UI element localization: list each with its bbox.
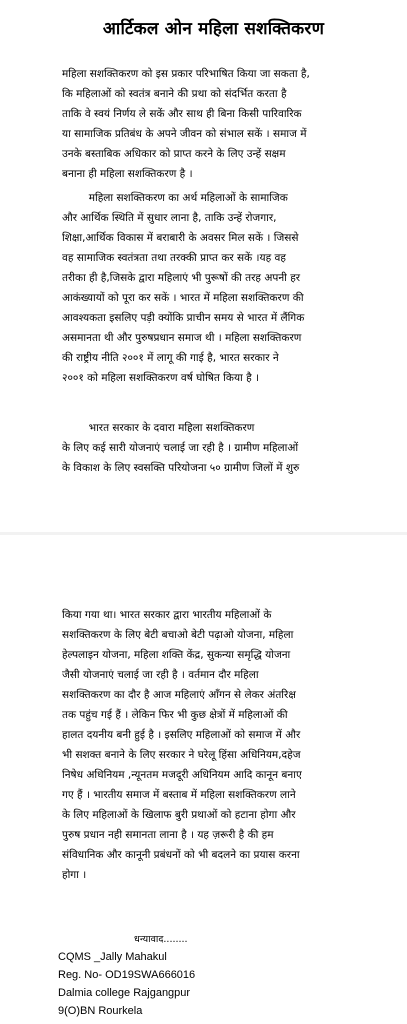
thanks-note: धन्यावाद........ xyxy=(134,934,188,945)
text-line: महिला सशक्तिकरण को इस प्रकार परिभाषित किया जा सकता है, xyxy=(62,68,310,80)
text-line: पुरुष प्रधान नही समानता लाना है । यह ज़रूरी है की हम xyxy=(62,829,274,841)
text-line: सशक्तिकरण का दौर है आज महिलाएं आँगन से लेकर अंतरिक्ष xyxy=(62,689,296,701)
author-name: CQMS _Jally Mahakul xyxy=(58,951,167,963)
paragraph-schemes xyxy=(62,418,362,478)
text-line: गए हैं । भारतीय समाज में बस्ताब में महिला सशक्तिकरण लाने xyxy=(62,789,296,801)
text-line: महिला सशक्तिकरण का अर्थ महिलाओं के सामाजिक xyxy=(62,192,288,204)
text-line: भारत सरकार के दवारा महिला सशक्तिकरण xyxy=(62,422,255,434)
text-line: और आर्थिक स्थिति में सुधार लाना है, ताकि उन्हें रोजगार, xyxy=(62,212,277,224)
text-line: के विकाश के लिए स्वसक्ति परियोजना ५० ग्रामीण जिलों में शुरु xyxy=(62,462,300,474)
text-line: ताकि वे स्वयं निर्णय ले सकें और साथ ही बिना किसी पारिवारिक xyxy=(62,108,302,120)
paragraph-continuation xyxy=(62,605,362,885)
text-line: की राष्ट्रीय नीति २००१ में लागू की गाई है, भारत सरकार ने xyxy=(62,352,279,364)
text-line: कि महिलाओं को स्वतंत्र बनाने की प्रथा को संदर्भित करता है xyxy=(62,88,287,100)
text-line: २००१ को महिला सशक्तिकरण वर्ष घोषित किया है । xyxy=(62,372,260,384)
college-name: Dalmia college Rajgangpur xyxy=(58,987,191,999)
text-line: हालत दयनीय बनी हुई है । इसलिए महिलाओं को समाज में और xyxy=(62,729,301,741)
text-line: वह सामाजिक स्वतंत्रता तथा तरक्की प्राप्त कर सकें ।यह वह xyxy=(62,252,286,264)
text-line: किया गया था। भारत सरकार द्वारा भारतीय महिलाओं के xyxy=(62,609,272,621)
registration-number: Reg. No- OD19SWA666016 xyxy=(58,969,196,981)
text-line: असमानता थी और पुरुषप्रधान समाज थी । महिला सशक्तिकरण xyxy=(62,332,302,344)
text-line: संविधानिक और कानूनी प्रबंधनों को भी बदलने का प्रयास करना xyxy=(62,849,300,861)
paragraph-meaning xyxy=(62,188,362,388)
text-line: उनके बस्ताबिक अधिकार को प्राप्त करने के लिए उन्हें सक्षम xyxy=(62,148,286,160)
text-line: तक पहुंच गई हैं । लेकिन फिर भी कुछ क्षेत्रों में महिलाओं की xyxy=(62,709,288,721)
text-line: होगा । xyxy=(62,869,87,881)
text-line: या सामाजिक प्रतिबंध के अपने जीवन को संभाल सकें । समाज में xyxy=(62,128,307,140)
text-line: आकंख्यायों को पूरा कर सकें । भारत में महिला सशक्तिकरण की xyxy=(62,292,304,304)
text-line: सशक्तिकरण के लिए बेटी बचाओ बेटी पढ़ाओ योजना, महिला xyxy=(62,629,294,641)
battalion-name: 9(O)BN Rourkela xyxy=(58,1005,143,1017)
text-line: तरीका ही है,जिसके द्वारा महिलाएं भी पुरूषों की तरह अपनी हर xyxy=(62,272,301,284)
text-line: हेल्पलाइन योजना, महिला शक्ति केंद्र, सुकन्या समृद्धि योजना xyxy=(62,649,291,661)
text-line: आवश्यकता इसलिए पड़ी क्योंकि प्राचीन समय से भारत में लैंगिक xyxy=(62,312,305,324)
text-line: निषेध अधिनियम ,न्यूनतम मजदूरी अधिनियम आदि कानून बनाए xyxy=(62,769,302,781)
text-line: के लिए कई सारी योजनाएं चलाई जा रही है । ग्रामीण महिलाओं xyxy=(62,442,299,454)
article-title: आर्टिकल ओन महिला सशक्तिकरण xyxy=(102,19,325,39)
paragraph-definition xyxy=(62,64,362,184)
text-line: के लिए महिलाओं के खिलाफ बुरी प्रथाओं को हटाना होगा और xyxy=(62,809,296,821)
text-line: जैसी योजनाएं चलाई जा रही है । वर्तमान दौर महिला xyxy=(62,669,259,681)
text-line: बनाना ही महिला सशक्तिकरण है । xyxy=(62,168,193,180)
text-line: भी सशक्त बनाने के लिए सरकार ने घरेलू हिंसा अधिनियम,दहेज xyxy=(62,749,301,761)
text-line: शिक्षा,आर्थिक विकास में बराबारी के अवसर मिल सकें । जिससे xyxy=(62,232,299,244)
